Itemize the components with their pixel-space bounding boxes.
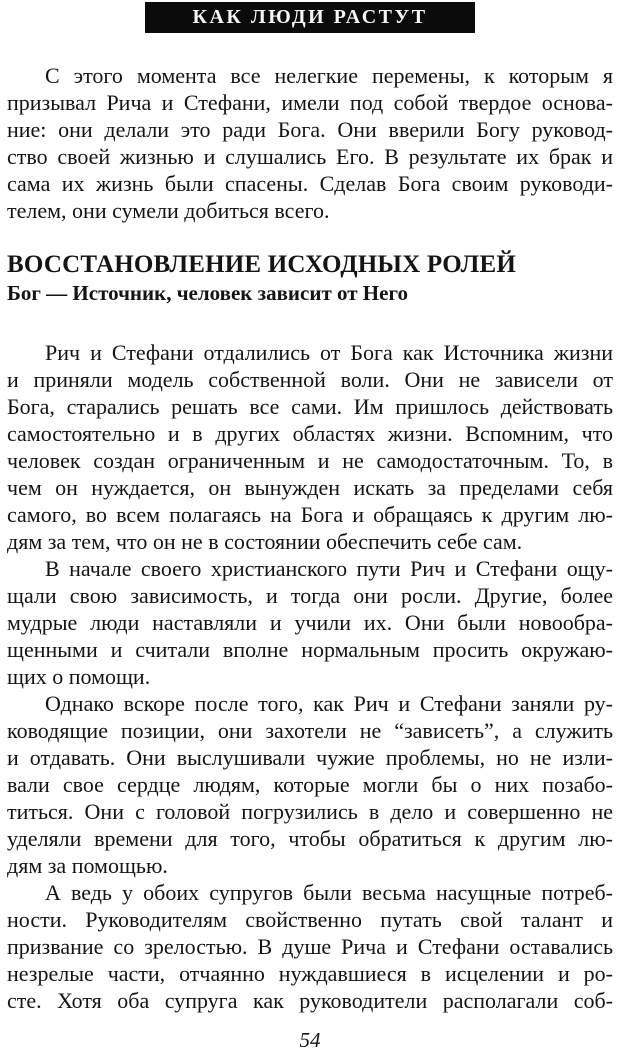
section-heading: ВОССТАНОВЛЕНИЕ ИСХОДНЫХ РОЛЕЙ	[7, 251, 516, 278]
text-line: дям за тем, что он не в состоянии обеспечить себе сам.	[7, 529, 523, 554]
page-number: 54	[299, 1028, 321, 1052]
text-line: и приняли модель собственной воли. Они не зависели от	[7, 367, 613, 392]
text-line: призвание со зрелостью. В душе Рича и Стефани оставались	[7, 934, 613, 959]
text-line: щенными и считали вполне нормальным просить окружаю-	[7, 637, 613, 662]
text-line: Бога, старались решать все сами. Им пришлось действовать	[7, 394, 613, 419]
text-line: С этого момента все нелегкие перемены, к которым я	[45, 63, 613, 88]
text-line: телем, они сумели добиться всего.	[7, 198, 330, 223]
text-line: ние: они делали это ради Бога. Они вверили Богу руковод-	[7, 117, 613, 142]
text-line: дям за помощью.	[7, 853, 168, 878]
text-line: и отдавать. Они выслушивали чужие проблемы, но не изли-	[7, 745, 613, 770]
text-line: щали свою зависимость, и тогда они росли. Другие, более	[7, 583, 613, 608]
page-content	[7, 62, 613, 1014]
text-line: самого, во всем полагаясь на Бога и обращаясь к другим лю-	[7, 502, 613, 527]
section-subheading: Бог — Источник, человек зависит от Него	[7, 281, 408, 305]
text-line: Рич и Стефани отдалились от Бога как Источника жизни	[45, 340, 613, 365]
text-line: сама их жизнь были спасены. Сделав Бога своим руководи-	[7, 171, 613, 196]
text-line: ности. Руководителям свойственно путать свой талант и	[7, 907, 613, 932]
text-line: ководящие позиции, они захотели не “зависеть”, а служить	[7, 718, 613, 743]
text-line: титься. Они с головой погрузились в дело и совершенно не	[7, 799, 613, 824]
book-title: КАК ЛЮДИ РАСТУТ	[192, 6, 428, 28]
text-line: незрелые части, отчаянно нуждавшиеся в исцелении и ро-	[7, 961, 613, 986]
text-line: сте. Хотя оба супруга как руководители располагали соб-	[7, 988, 613, 1013]
text-line: призывал Рича и Стефани, имели под собой твердое основа-	[7, 90, 613, 115]
text-line: чем он нуждается, он вынужден искать за пределами себя	[7, 475, 613, 500]
text-line: уделяли времени для того, чтобы обратиться к другим лю-	[7, 826, 613, 851]
text-line: мудрые люди наставляли и учили их. Они были новообра-	[7, 610, 613, 635]
text-line: человек создан ограниченным и не самодостаточным. То, в	[7, 448, 613, 473]
text-line: вали свое сердце людям, которые могли бы о них позабо-	[7, 772, 613, 797]
text-line: В начале своего христианского пути Рич и Стефани ощу-	[45, 556, 613, 581]
text-line: щих о помощи.	[7, 664, 151, 689]
text-line: самостоятельно и в других областях жизни. Вспомним, что	[7, 421, 613, 446]
text-line: А ведь у обоих супругов были весьма насущные потреб-	[45, 880, 613, 905]
text-line: ство своей жизнью и слушались Его. В результате их брак и	[7, 144, 613, 169]
text-line: Однако вскоре после того, как Рич и Стефани заняли ру-	[45, 691, 613, 716]
running-head-bar	[145, 2, 475, 33]
